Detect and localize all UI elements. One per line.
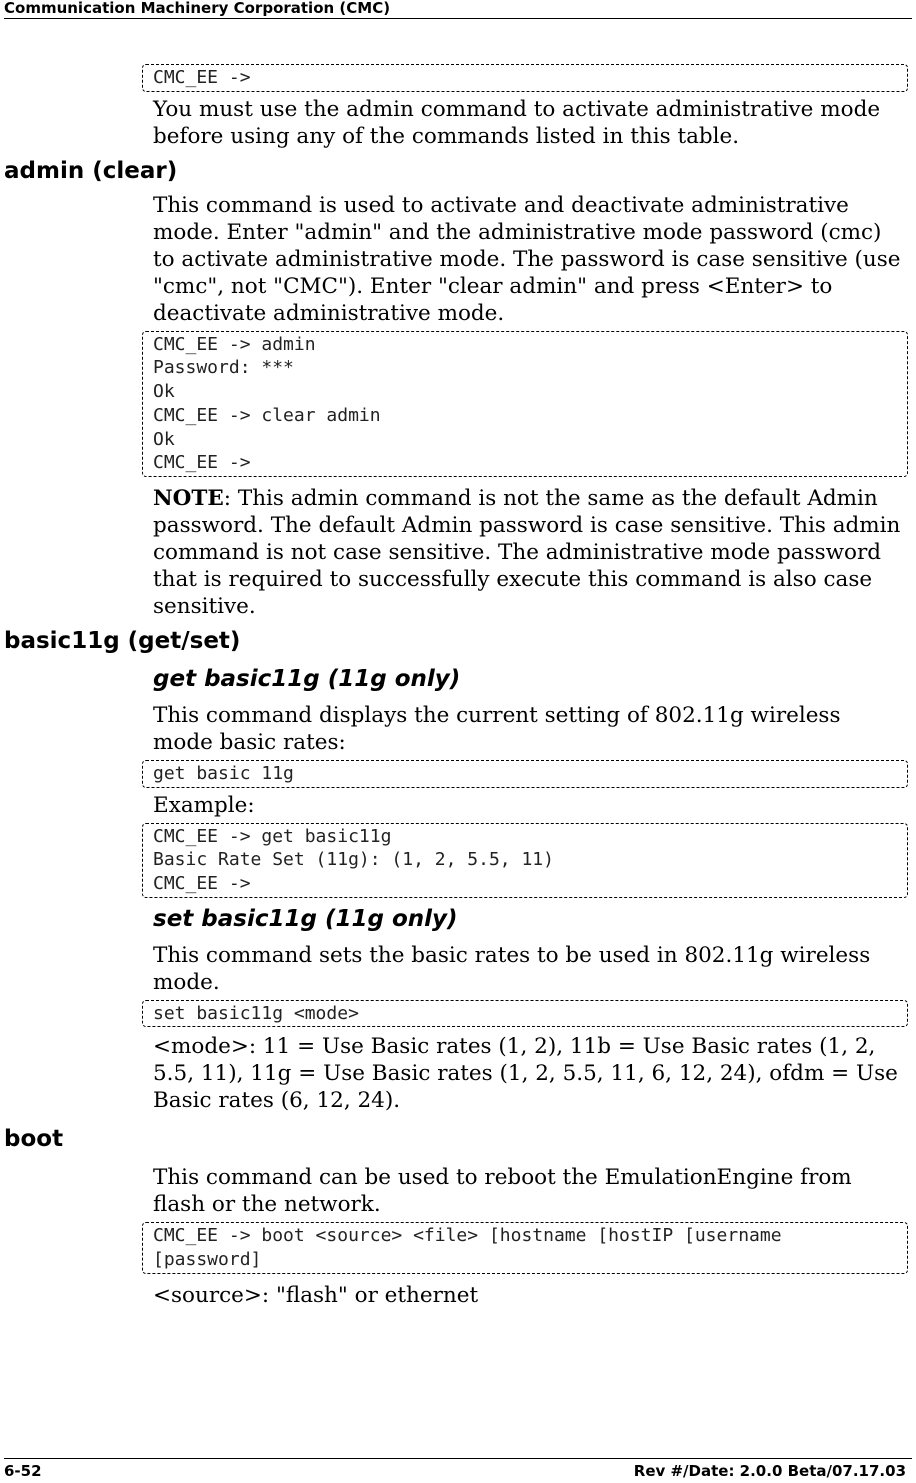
set-basic11g-code-block: set basic11g <mode> [142, 1000, 908, 1028]
note-paragraph [153, 485, 906, 620]
get-basic11g-paragraph: This command displays the current setting of 802.11g wireless mode basic rates: [153, 702, 841, 755]
heading-basic11g: basic11g (get/set) [4, 627, 241, 654]
subheading-get-basic11g: get basic11g (11g only) [153, 665, 461, 692]
boot-paragraph: This command can be used to reboot the EmulationEngine from flash or the network. [153, 1165, 852, 1218]
page-content [4, 64, 912, 1309]
note-text: : This admin command is not the same as the default Admin password. The default Admin password is case sensitive. This admin command is not case sensitive. The administrative mode password that is required to successfully execute this command is also case sensitive. [153, 485, 901, 619]
heading-boot: boot [4, 1126, 64, 1153]
source-paragraph: <source>: "flash" or ethernet [153, 1282, 479, 1308]
header-rule [4, 18, 912, 19]
get-basic11g-code-block: get basic 11g [142, 760, 908, 788]
footer-page-number: 6-52 [4, 1462, 42, 1480]
heading-admin-clear: admin (clear) [4, 157, 178, 184]
footer-rule [4, 1458, 912, 1459]
example-label: Example: [153, 792, 255, 818]
admin-paragraph: This command is used to activate and deactivate administrative mode. Enter "admin" and the administrative mode password (cmc) to activate administrative mode. The password is case sensitive (use "cmc", not "CMC"). Enter "clear admin" and press <Enter> to deactivate administrative mode. [153, 192, 901, 326]
intro-code-block: CMC_EE -> [142, 64, 908, 92]
set-basic11g-paragraph: This command sets the basic rates to be used in 802.11g wireless mode. [153, 942, 871, 995]
footer-revision: Rev #/Date: 2.0.0 Beta/07.17.03 [633, 1462, 906, 1480]
subheading-set-basic11g: set basic11g (11g only) [153, 905, 458, 932]
admin-code-block: CMC_EE -> admin Password: *** Ok CMC_EE -> clear admin Ok CMC_EE -> [142, 331, 908, 477]
note-label: NOTE [153, 485, 224, 511]
page-header-title: Communication Machinery Corporation (CMC) [4, 0, 391, 17]
boot-code-block: CMC_EE -> boot <source> <file> [hostname [hostIP [username [password] [142, 1222, 908, 1273]
example-code-block: CMC_EE -> get basic11g Basic Rate Set (11g): (1, 2, 5.5, 11) CMC_EE -> [142, 823, 908, 898]
mode-paragraph: <mode>: 11 = Use Basic rates (1, 2), 11b = Use Basic rates (1, 2, 5.5, 11), 11g = Use Basic rates (1, 2, 5.5, 11, 6, 12, 24), ofdm = Use Basic rates (6, 12, 24). [153, 1034, 898, 1114]
intro-paragraph: You must use the admin command to activate administrative mode before using any of the commands listed in this table. [153, 96, 881, 149]
